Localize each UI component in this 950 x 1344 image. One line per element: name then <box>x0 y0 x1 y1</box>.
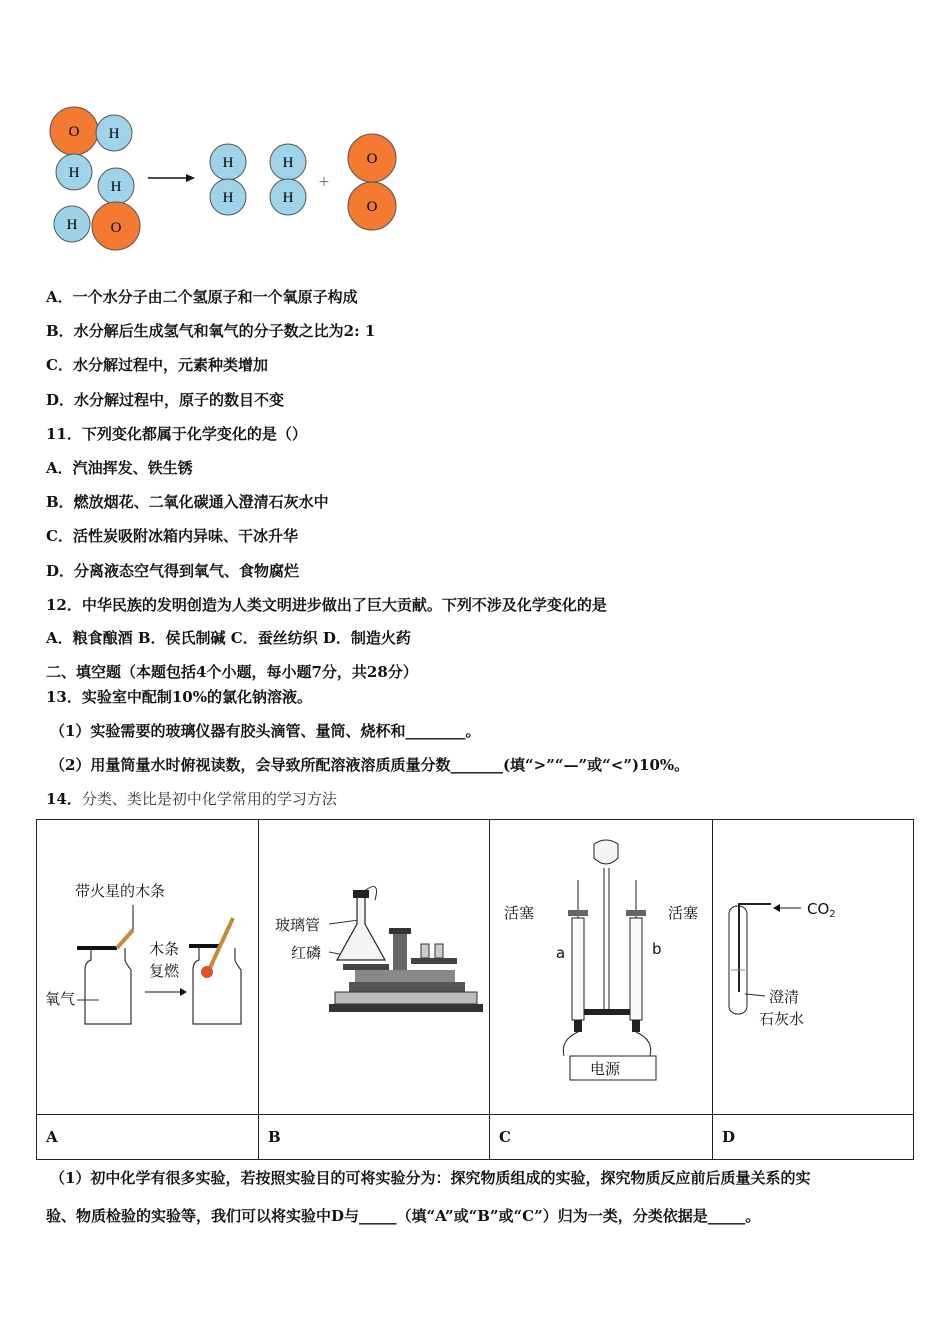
mass-conservation-illustration <box>259 820 489 1114</box>
experiment-table <box>36 819 914 1160</box>
reaction-arrow <box>148 174 195 182</box>
svg-text:O: O <box>366 199 378 215</box>
question-13-part-2: （2）用量筒量水时俯视读数，会导致所配溶液溶质质量分数_______(填“>”“—”或“<”)10%。 <box>50 756 690 774</box>
question-13-part-1: （1）实验需要的玻璃仪器有胶头滴管、量筒、烧杯和________。 <box>50 722 481 740</box>
option-11a: A．汽油挥发、铁生锈 <box>46 459 193 477</box>
svg-text:H: H <box>66 217 78 233</box>
option-10d: D．水分解过程中，原子的数目不变 <box>46 391 285 409</box>
experiment-c-label: C <box>490 1115 713 1160</box>
option-10c: C．水分解过程中，元素种类增加 <box>46 356 268 374</box>
svg-text:H: H <box>108 126 120 142</box>
svg-text:活塞: 活塞 <box>668 904 699 922</box>
question-14 <box>46 788 337 809</box>
question-14-part-1-line-1: （1）初中化学有很多实验，若按照实验目的可将实验分为：探究物质组成的实验，探究物质反应前后质量关系的实 <box>50 1169 811 1187</box>
electrolysis-illustration <box>490 820 712 1114</box>
svg-text:H: H <box>282 190 294 206</box>
svg-text:石灰水: 石灰水 <box>759 1010 805 1028</box>
svg-text:澄清: 澄清 <box>769 988 800 1006</box>
options-12: A．粮食酿酒 B．侯氏制碱 C．蚕丝纺织 D．制造火药 <box>46 629 411 647</box>
svg-text:电源: 电源 <box>590 1060 621 1078</box>
svg-text:H: H <box>282 155 294 171</box>
question-14-intro: 分类、类比是初中化学常用的学习方法 <box>81 790 337 808</box>
svg-text:H: H <box>110 179 122 195</box>
svg-text:a: a <box>556 944 566 962</box>
svg-text:木条: 木条 <box>149 940 180 958</box>
svg-text:红磷: 红磷 <box>291 944 322 962</box>
question-13: 13．实验室中配制10%的氯化钠溶液。 <box>46 688 313 706</box>
option-10a: A．一个水分子由二个氢原子和一个氧原子构成 <box>46 288 358 306</box>
question-12: 12．中华民族的发明创造为人类文明进步做出了巨大贡献。下列不涉及化学变化的是 <box>46 596 607 614</box>
svg-text:氧气: 氧气 <box>45 990 76 1008</box>
svg-text:带火星的木条: 带火星的木条 <box>75 882 166 900</box>
co2-test-illustration <box>713 820 913 1114</box>
experiment-d-cell <box>713 820 914 1115</box>
plus-sign: + <box>318 174 330 190</box>
svg-text:玻璃管: 玻璃管 <box>275 916 321 934</box>
svg-text:O: O <box>68 124 80 140</box>
question-14-part-1-line-2: 验、物质检验的实验等，我们可以将实验中D与_____（填“A”或“B”或“C”）归为一类，分类依据是_____。 <box>46 1207 761 1225</box>
experiment-a-cell <box>37 820 259 1115</box>
svg-text:H: H <box>222 190 234 206</box>
svg-text:O: O <box>366 151 378 167</box>
hydrogen-molecule-1 <box>210 144 246 215</box>
svg-text:H: H <box>222 155 234 171</box>
svg-text:b: b <box>652 940 662 958</box>
option-11d: D．分离液态空气得到氧气、食物腐烂 <box>46 562 300 580</box>
co2-label: $CO_2$ <box>807 900 836 920</box>
option-11b: B．燃放烟花、二氧化碳通入澄清石灰水中 <box>46 493 329 511</box>
section-heading-fill-in: 二、填空题（本题包括4个小题，每小题7分，共28分） <box>46 663 418 681</box>
option-10b: B．水分解后生成氢气和氧气的分子数之比为2: 1 <box>46 322 376 340</box>
hydrogen-molecule-2 <box>270 144 306 215</box>
oxygen-molecule <box>348 134 396 230</box>
svg-text:活塞: 活塞 <box>504 904 535 922</box>
option-11c: C．活性炭吸附冰箱内异味、干冰升华 <box>46 527 298 545</box>
experiment-a-label: A <box>37 1115 259 1160</box>
question-11: 11．下列变化都属于化学变化的是（） <box>46 425 307 443</box>
experiment-b-label: B <box>259 1115 490 1160</box>
experiment-b-cell <box>259 820 490 1115</box>
question-14-number: 14． <box>46 790 82 808</box>
svg-text:H: H <box>68 165 80 181</box>
svg-text:复燃: 复燃 <box>149 962 180 980</box>
oxygen-test-illustration <box>37 820 258 1114</box>
svg-text:O: O <box>110 220 122 236</box>
water-decomposition-diagram <box>40 100 410 260</box>
experiment-c-cell <box>490 820 713 1115</box>
experiment-d-label: D <box>713 1115 914 1160</box>
